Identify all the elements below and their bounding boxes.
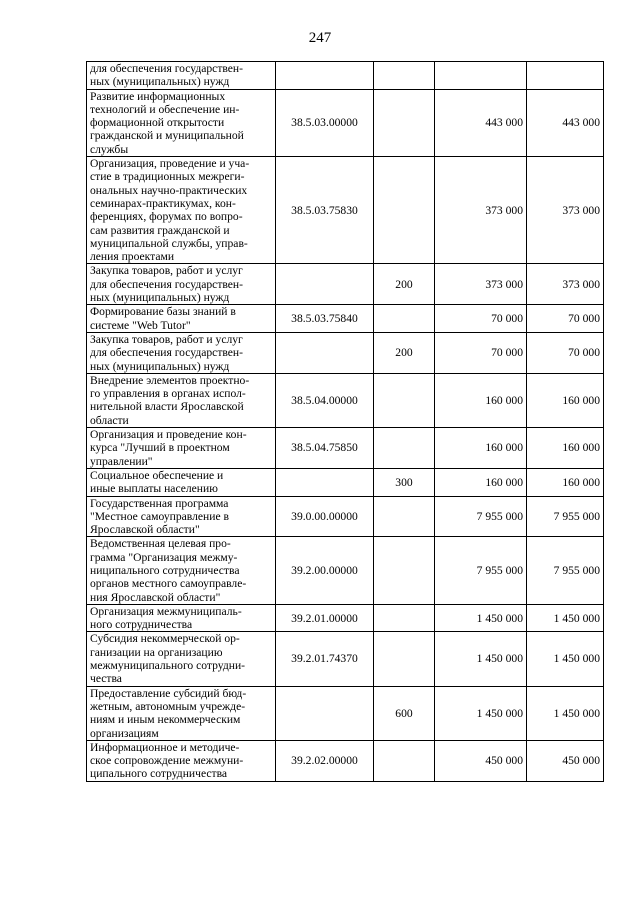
table-row	[87, 332, 604, 373]
row-name-cell: Закупка товаров, работ и услуг для обеспечения государствен- ных (муниципальных) нужд	[87, 264, 276, 305]
expense-type-cell	[374, 537, 435, 604]
expense-type-cell: 600	[374, 686, 435, 740]
target-code-cell	[276, 468, 374, 496]
amount-year1-cell: 1 450 000	[435, 686, 527, 740]
amount-year1-cell: 443 000	[435, 89, 527, 156]
target-code-cell: 38.5.03.75830	[276, 157, 374, 264]
expense-type-cell	[374, 373, 435, 427]
amount-year1-cell: 373 000	[435, 157, 527, 264]
amount-year2-cell: 1 450 000	[527, 632, 604, 686]
amount-year1-cell: 7 955 000	[435, 537, 527, 604]
row-name-cell: Предоставление субсидий бюд- жетным, автономным учрежде- ниям и иным некоммерческим организациям	[87, 686, 276, 740]
row-name-cell: Закупка товаров, работ и услуг для обеспечения государствен- ных (муниципальных) нужд	[87, 332, 276, 373]
row-name-cell: Организация межмуниципаль- ного сотрудничества	[87, 604, 276, 632]
table-row	[87, 632, 604, 686]
amount-year1-cell: 160 000	[435, 373, 527, 427]
table-row	[87, 428, 604, 469]
amount-year2-cell: 443 000	[527, 89, 604, 156]
amount-year1-cell: 1 450 000	[435, 604, 527, 632]
target-code-cell	[276, 62, 374, 90]
amount-year2-cell: 1 450 000	[527, 686, 604, 740]
target-code-cell	[276, 686, 374, 740]
table-row	[87, 686, 604, 740]
expense-type-cell	[374, 62, 435, 90]
row-name-cell: Информационное и методиче- ское сопровождение межмуни- ципального сотрудничества	[87, 740, 276, 781]
row-name-cell: Субсидия некоммерческой ор- ганизации на организацию межмуниципального сотрудни- чества	[87, 632, 276, 686]
table-row	[87, 89, 604, 156]
amount-year2-cell: 373 000	[527, 157, 604, 264]
target-code-cell: 38.5.04.00000	[276, 373, 374, 427]
target-code-cell: 39.2.02.00000	[276, 740, 374, 781]
amount-year1-cell: 7 955 000	[435, 496, 527, 537]
table-row	[87, 537, 604, 604]
table-row	[87, 496, 604, 537]
amount-year2-cell: 70 000	[527, 305, 604, 333]
table-row	[87, 373, 604, 427]
row-name-cell: Государственная программа "Местное самоуправление в Ярославской области"	[87, 496, 276, 537]
expense-type-cell	[374, 157, 435, 264]
table-row	[87, 62, 604, 90]
amount-year1-cell: 373 000	[435, 264, 527, 305]
amount-year1-cell: 70 000	[435, 305, 527, 333]
amount-year1-cell	[435, 62, 527, 90]
target-code-cell: 38.5.03.00000	[276, 89, 374, 156]
expense-type-cell: 300	[374, 468, 435, 496]
page-number: 247	[308, 30, 332, 46]
table-row	[87, 157, 604, 264]
amount-year2-cell: 1 450 000	[527, 604, 604, 632]
row-name-cell: Внедрение элементов проектно- го управления в органах испол- нительной власти Ярославской области	[87, 373, 276, 427]
table-row	[87, 468, 604, 496]
target-code-cell: 38.5.04.75850	[276, 428, 374, 469]
row-name-cell: Социальное обеспечение и иные выплаты населению	[87, 468, 276, 496]
table-row	[87, 604, 604, 632]
expense-type-cell	[374, 428, 435, 469]
expense-type-cell	[374, 305, 435, 333]
expense-type-cell	[374, 740, 435, 781]
row-name-cell: Формирование базы знаний в системе "Web Tutor"	[87, 305, 276, 333]
table-row	[87, 264, 604, 305]
amount-year1-cell: 70 000	[435, 332, 527, 373]
amount-year1-cell: 160 000	[435, 428, 527, 469]
amount-year1-cell: 1 450 000	[435, 632, 527, 686]
row-name-cell: Организация и проведение кон- курса "Лучший в проектном управлении"	[87, 428, 276, 469]
target-code-cell	[276, 332, 374, 373]
amount-year2-cell: 160 000	[527, 373, 604, 427]
target-code-cell: 39.2.01.74370	[276, 632, 374, 686]
expense-type-cell: 200	[374, 332, 435, 373]
amount-year2-cell: 160 000	[527, 428, 604, 469]
amount-year2-cell	[527, 62, 604, 90]
row-name-cell: для обеспечения государствен- ных (муниципальных) нужд	[87, 62, 276, 90]
target-code-cell: 39.2.01.00000	[276, 604, 374, 632]
expense-type-cell	[374, 496, 435, 537]
amount-year2-cell: 7 955 000	[527, 496, 604, 537]
amount-year2-cell: 70 000	[527, 332, 604, 373]
target-code-cell: 39.2.00.00000	[276, 537, 374, 604]
amount-year2-cell: 7 955 000	[527, 537, 604, 604]
row-name-cell: Организация, проведение и уча- стие в традиционных межреги- ональных научно-практических семинарах-практикумах, кон- ференциях, форумах по вопро- сам развития гражданской и муниципальной службы, управ- ления проектами	[87, 157, 276, 264]
row-name-cell: Ведомственная целевая про- грамма "Организация межму- ниципального сотрудничества органов местного самоуправле- ния Ярославской области"	[87, 537, 276, 604]
row-name-cell: Развитие информационных технологий и обеспечение ин- формационной открытости гражданской и муниципальной службы	[87, 89, 276, 156]
expense-type-cell: 200	[374, 264, 435, 305]
table-row	[87, 305, 604, 333]
amount-year2-cell: 450 000	[527, 740, 604, 781]
expense-type-cell	[374, 604, 435, 632]
expense-type-cell	[374, 89, 435, 156]
amount-year2-cell: 160 000	[527, 468, 604, 496]
amount-year1-cell: 160 000	[435, 468, 527, 496]
amount-year1-cell: 450 000	[435, 740, 527, 781]
table-row	[87, 740, 604, 781]
target-code-cell: 39.0.00.00000	[276, 496, 374, 537]
expense-type-cell	[374, 632, 435, 686]
amount-year2-cell: 373 000	[527, 264, 604, 305]
budget-table	[86, 61, 604, 782]
target-code-cell: 38.5.03.75840	[276, 305, 374, 333]
target-code-cell	[276, 264, 374, 305]
